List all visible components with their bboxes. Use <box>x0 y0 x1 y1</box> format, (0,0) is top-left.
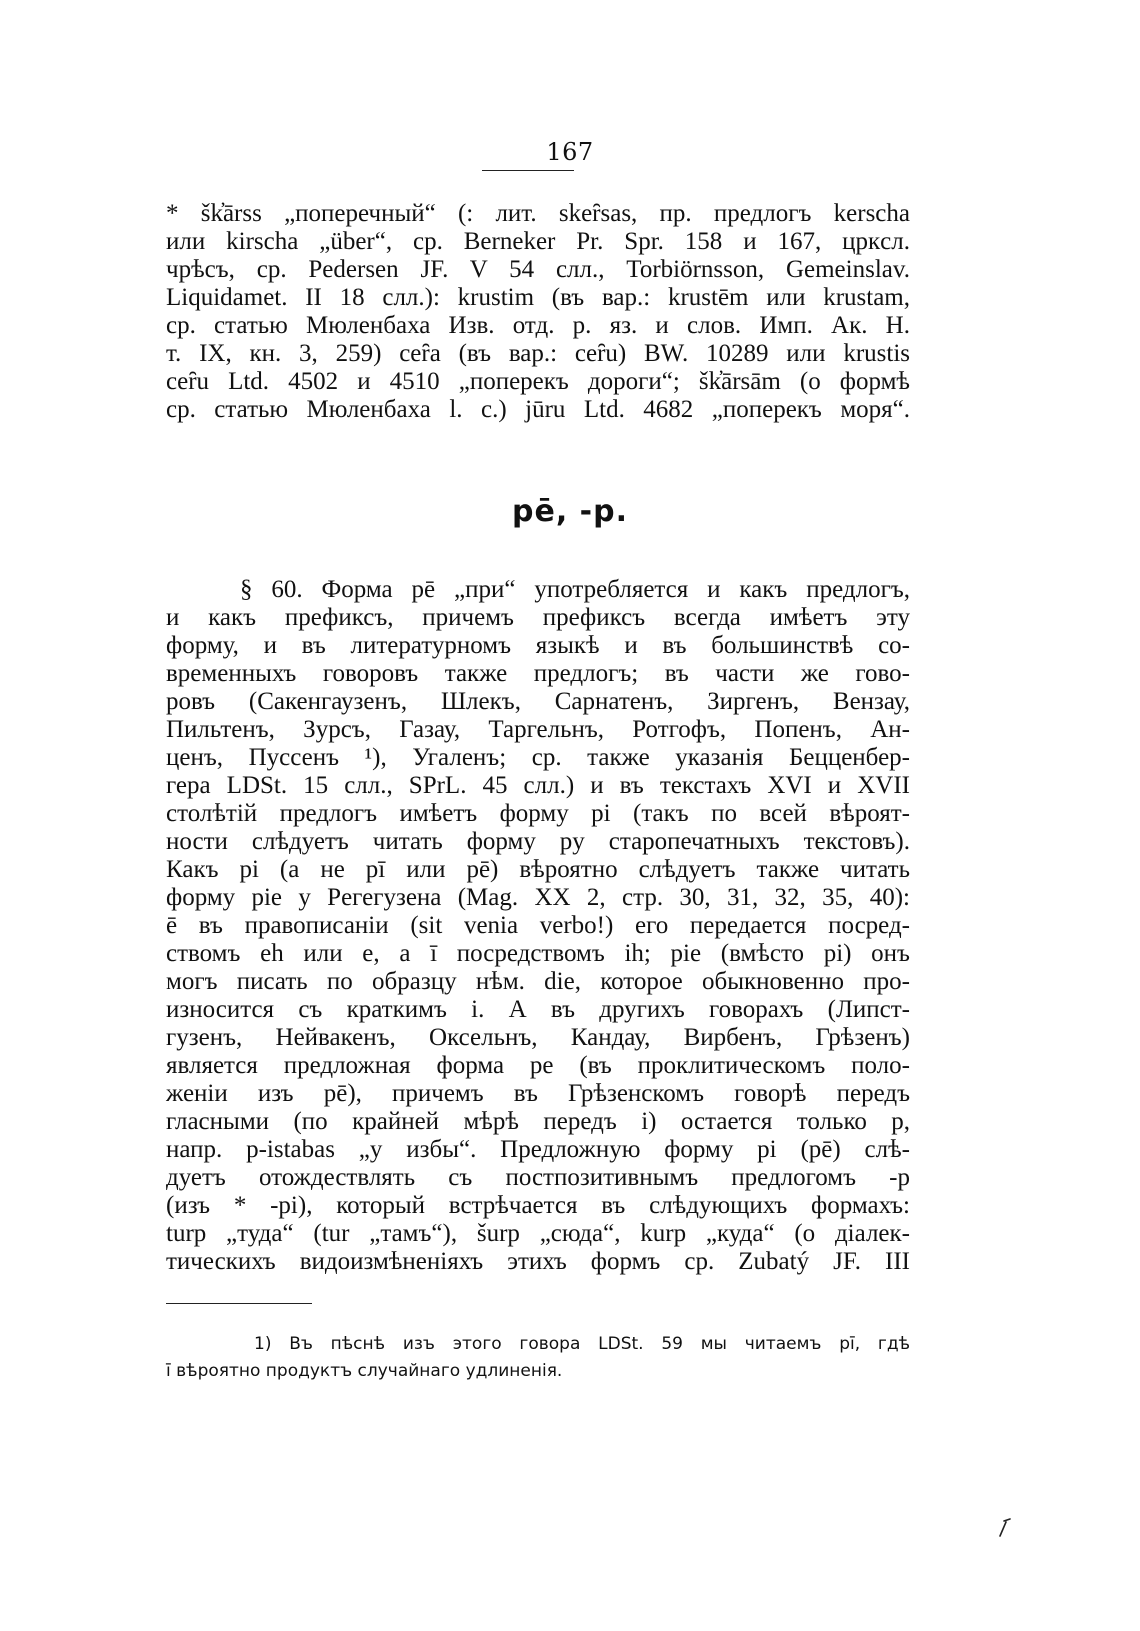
body-line: могъ писать по образцу нѣм. die, которое обыкновенно про- <box>166 968 910 995</box>
footnote <box>166 1331 910 1385</box>
body-line: turp „туда“ (tur „тамъ“), šurp „сюда“, kurp „куда“ (о діалек- <box>166 1220 910 1247</box>
footnote-line: ī вѣроятно продуктъ случайнаго удлиненія. <box>166 1361 563 1381</box>
body-line: гузенъ, Нейвакенъ, Оксельнъ, Кандау, Вирбенъ, Грѣзенъ) <box>166 1024 910 1051</box>
body-line: гласными (по крайней мѣрѣ передъ i) остается только p, <box>166 1108 910 1135</box>
section-heading: pē, -p. <box>512 494 628 529</box>
body-line: износится съ краткимъ i. А въ другихъ говорахъ (Липст- <box>166 996 910 1023</box>
body-line: (изъ * -pi), который встрѣчается въ слѣдующихъ формахъ: <box>166 1192 910 1219</box>
body-line: тическихъ видоизмѣненіяхъ этихъ формъ ср. Zubatý JF. III <box>166 1248 910 1275</box>
body-line: Пильтенъ, Зурсъ, Газау, Таргельнъ, Ротгофъ, Попенъ, Ан- <box>166 716 910 743</box>
entry-line: или kirscha „über“, ср. Berneker Pr. Spr. 158 и 167, цркcл. <box>166 228 910 255</box>
page-number-underline <box>482 170 574 171</box>
body-line: дуетъ отождествлять съ постпозитивнымъ предлогомъ -p <box>166 1164 910 1191</box>
body-line: ствомъ eh или e, а ī посредствомъ ih; pie (вмѣсто pi) онъ <box>166 940 910 967</box>
body-line: напр. p-istabas „у избы“. Предложную форму pi (pē) слѣ- <box>166 1136 910 1163</box>
body-line: ценъ, Пуссенъ ¹), Угаленъ; ср. также указанія Бецценбер- <box>166 744 910 771</box>
page-number: 167 <box>546 138 594 166</box>
entry-line: ср. статью Мюленбаха Изв. отд. р. яз. и слов. Имп. Ак. Н. <box>166 312 910 339</box>
footnote-line: 1) Въ пѣснѣ изъ этого говора LDSt. 59 мы читаемъ pī, гдѣ <box>254 1334 910 1354</box>
body-line: является предложная форма pe (въ проклитическомъ поло- <box>166 1052 910 1079</box>
body-line: и какъ префиксъ, причемъ префиксъ всегда имѣетъ эту <box>166 604 910 631</box>
body-line: временныхъ говоровъ также предлогъ; въ части же гово- <box>166 660 910 687</box>
body-line: столѣтій предлогъ имѣетъ форму pi (такъ по всей вѣроят- <box>166 800 910 827</box>
entry-line: ceȓu Ltd. 4502 и 4510 „поперекъ дороги“; šk̓ārsām (о формѣ <box>166 368 910 395</box>
entry-paragraph <box>166 200 910 424</box>
body-line: ности слѣдуетъ читать форму py старопечатныхъ текстовъ). <box>166 828 910 855</box>
entry-line: Liquidamet. II 18 слл.): krustim (въ вар.: krustēm или krustam, <box>166 284 910 311</box>
body-line: ровъ (Сакенгаузенъ, Шлекъ, Сарнатенъ, Зиргенъ, Вензау, <box>166 688 910 715</box>
body-line: Какъ pi (а не pī или pē) вѣроятно слѣдуетъ также читать <box>166 856 910 883</box>
entry-line: ср. статью Мюленбаха l. c.) jūru Ltd. 4682 „поперекъ моря“. <box>166 396 910 423</box>
body-line: женіи изъ pē), причемъ въ Грѣзенскомъ говорѣ передъ <box>166 1080 910 1107</box>
entry-line: т. IX, кн. 3, 259) ceȓa (въ вар.: ceȓu) BW. 10289 или krustis <box>166 340 910 367</box>
body-line: ē въ правописаніи (sit venia verbo!) его передается посред- <box>166 912 910 939</box>
body-line: гера LDSt. 15 слл., SPrL. 45 слл.) и въ текстахъ XVI и XVII <box>166 772 910 799</box>
body-line: форму pie у Peгегузена (Mag. XX 2, стр. 30, 31, 32, 35, 40): <box>166 884 910 911</box>
entry-line: * šk̓ārss „поперечный“ (: лит. skeȓsas, пр. предлогъ kerscha <box>166 200 910 227</box>
body-line: § 60. Форма pē „при“ употребляется и какъ предлогъ, <box>240 576 910 603</box>
entry-line: чрѣсъ, ср. Pedersen JF. V 54 слл., Torbiörnsson, Gemeinslav. <box>166 256 910 283</box>
pencil-mark <box>998 1516 1012 1538</box>
section-60-paragraph <box>166 576 910 1276</box>
body-line: форму, и въ литературномъ языкѣ и въ большинствѣ со- <box>166 632 910 659</box>
footnote-separator <box>166 1303 312 1304</box>
